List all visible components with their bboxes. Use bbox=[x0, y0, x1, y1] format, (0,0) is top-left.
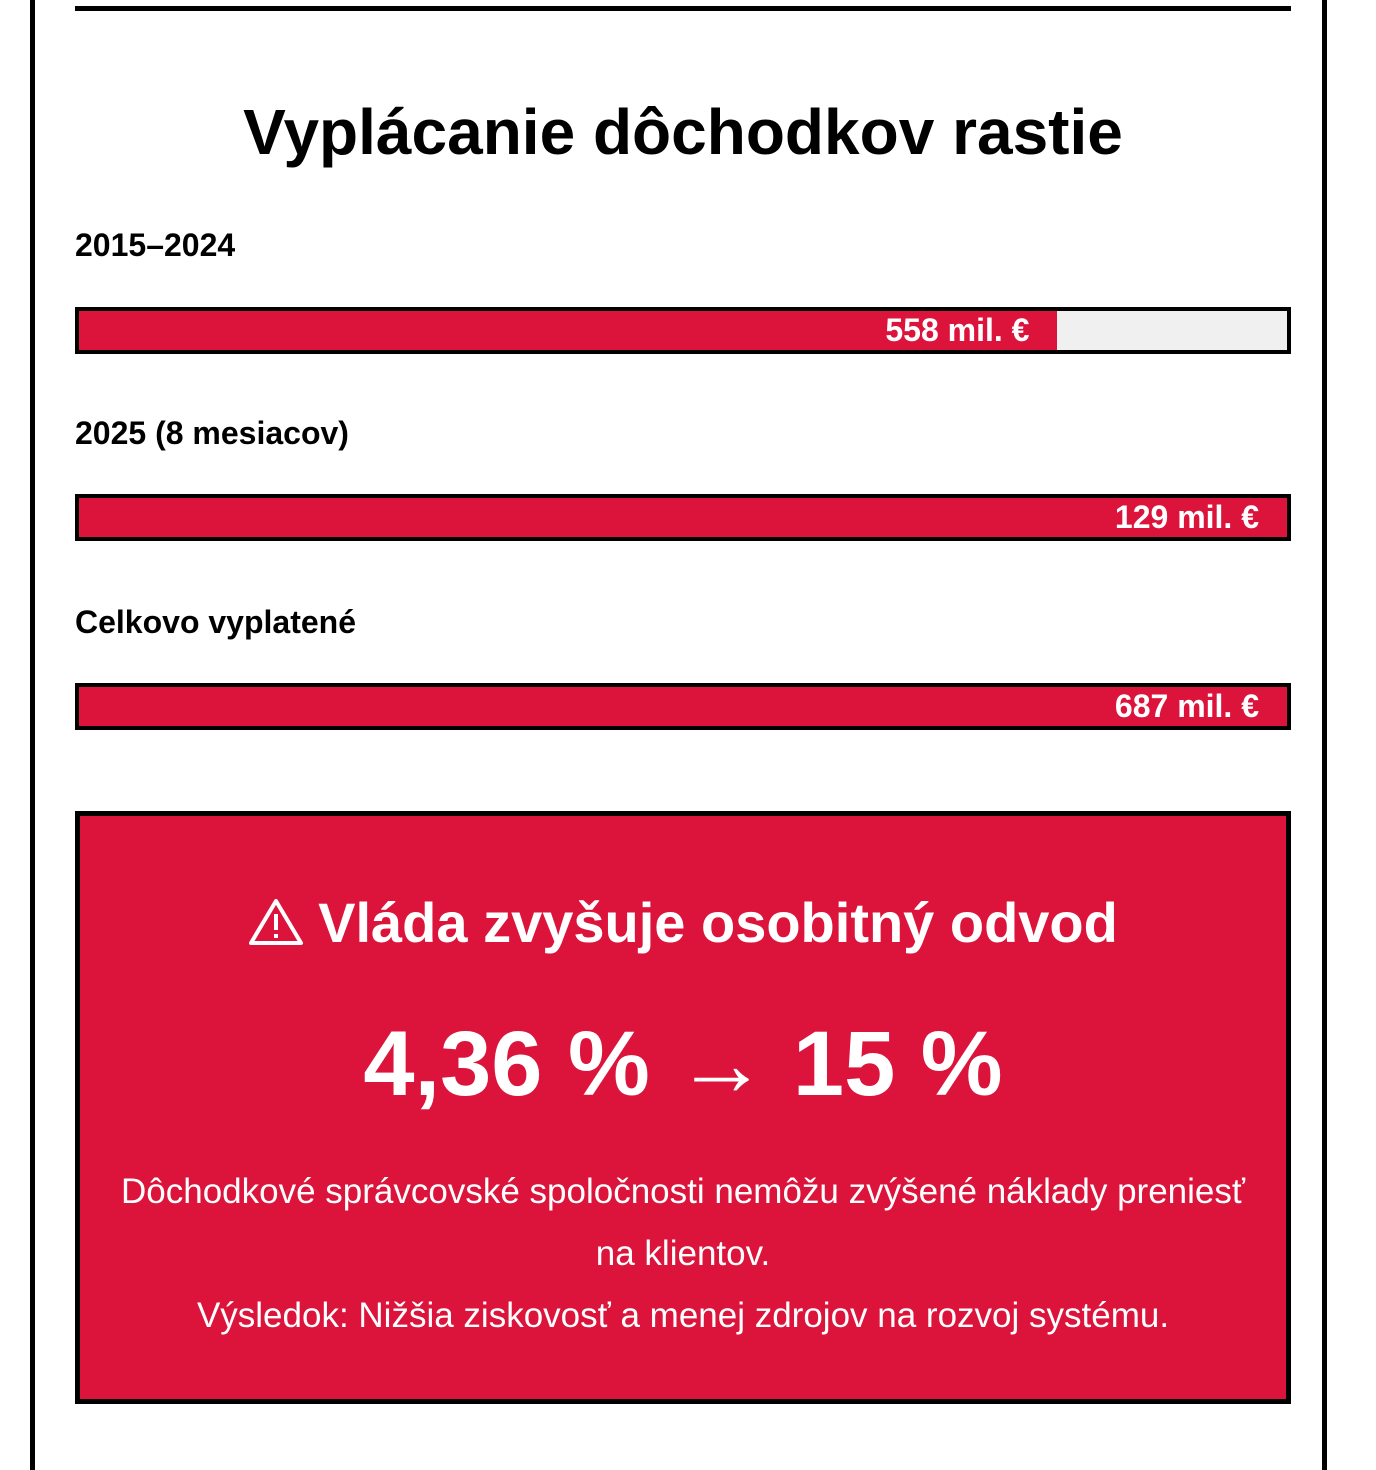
bar-value-label: 129 mil. € bbox=[1114, 499, 1259, 535]
bar-value-label: 687 mil. € bbox=[1114, 688, 1259, 724]
alert-body-line-2: Výsledok: Nižšia ziskovosť a menej zdrojov na rozvoj systému. bbox=[196, 1296, 1170, 1335]
bar-2025-track bbox=[75, 494, 1291, 541]
bar-2015-2024 bbox=[79, 311, 1057, 350]
bar-category-label: 2015–2024 bbox=[75, 227, 236, 263]
bar-total bbox=[79, 687, 1287, 726]
bar-category-label: 2025 (8 mesiacov) bbox=[75, 415, 349, 451]
bar-total-track bbox=[75, 683, 1291, 730]
alert-box bbox=[75, 811, 1291, 1404]
chart-title: Vyplácanie dôchodkov rastie bbox=[243, 96, 1123, 168]
warning-icon bbox=[248, 898, 304, 946]
bar-category-label: Celkovo vyplatené bbox=[75, 604, 356, 640]
alert-body bbox=[120, 1161, 1246, 1347]
bar-value-label: 558 mil. € bbox=[885, 312, 1030, 348]
alert-heading bbox=[80, 888, 1286, 958]
alert-heading-text: Vláda zvyšuje osobitný odvod bbox=[318, 891, 1118, 954]
top-divider bbox=[75, 6, 1291, 11]
alert-body-line-1: Dôchodkové správcovské spoločnosti nemôžu zvýšené náklady preniesť na klientov. bbox=[121, 1172, 1245, 1273]
bar-2025 bbox=[79, 498, 1287, 537]
rate-change: 4,36 % → 15 % bbox=[363, 1013, 1003, 1115]
bar-2015-2024-track bbox=[75, 307, 1291, 354]
